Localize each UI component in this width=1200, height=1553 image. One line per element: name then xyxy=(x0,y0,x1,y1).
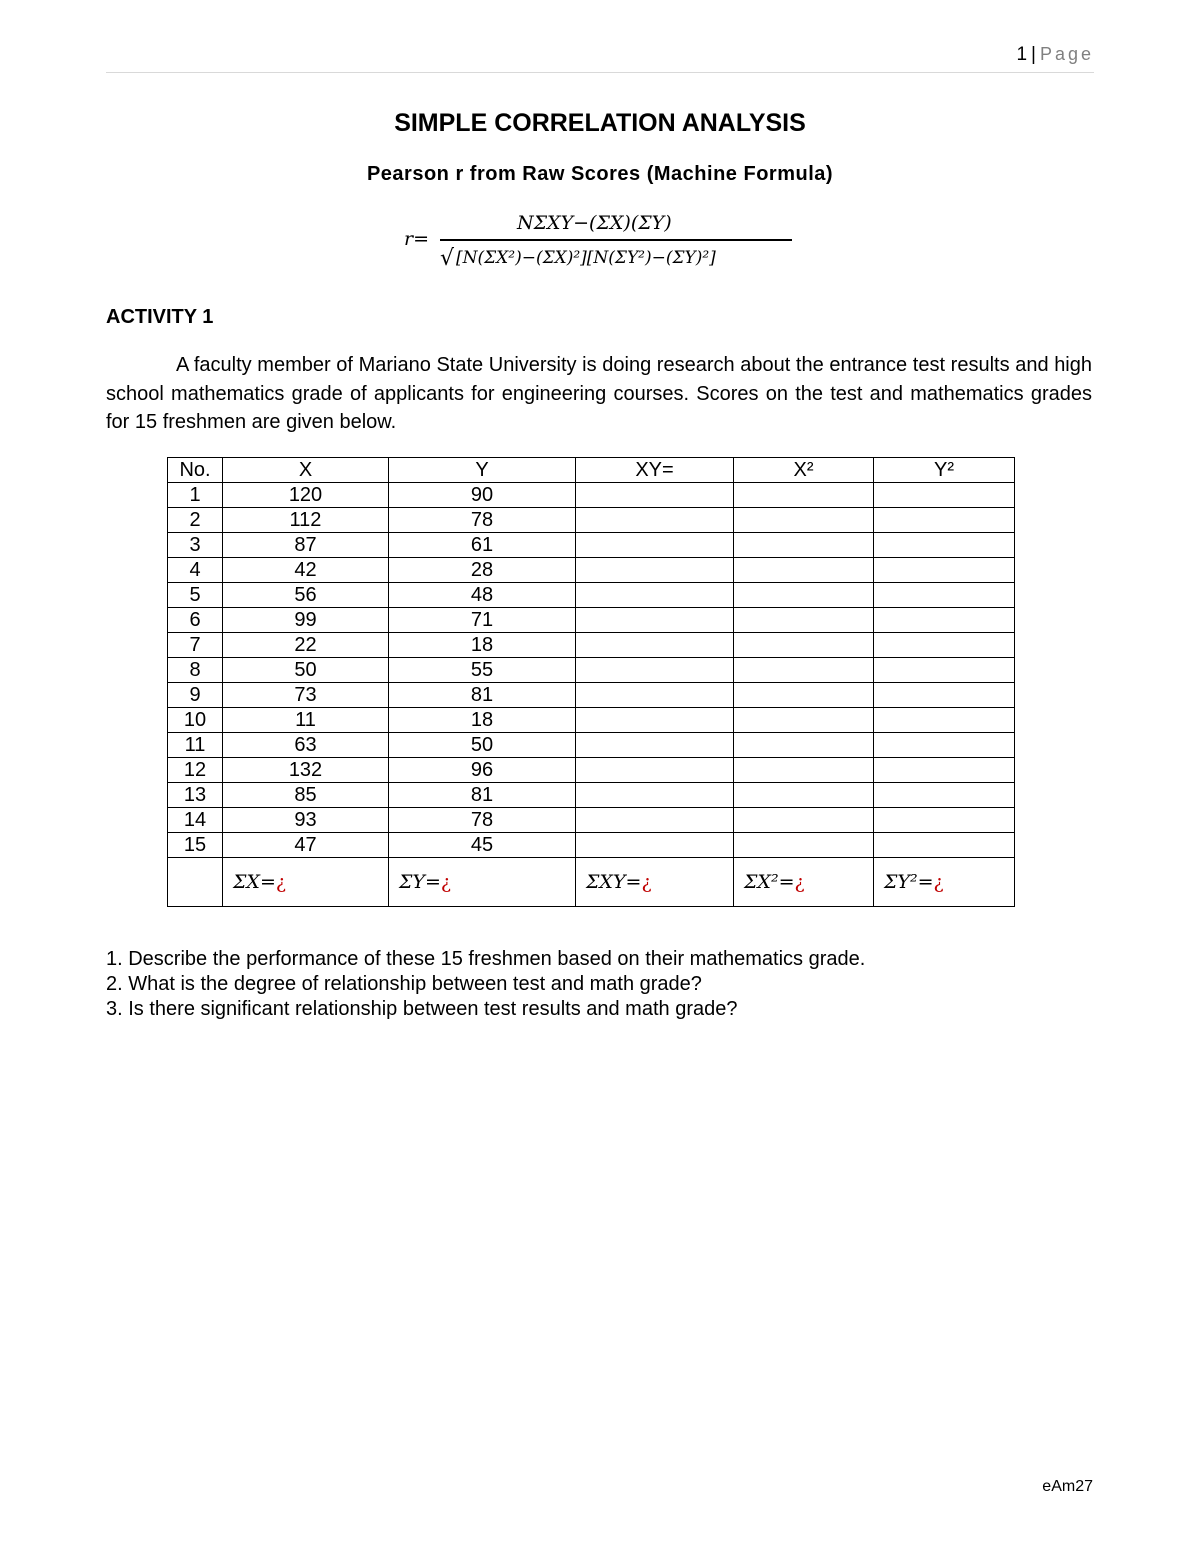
table-cell xyxy=(874,658,1015,683)
table-cell xyxy=(734,808,874,833)
table-cell xyxy=(874,683,1015,708)
sum-cell xyxy=(874,858,1015,907)
table-row xyxy=(168,508,1015,533)
table-cell xyxy=(576,683,734,708)
table-row xyxy=(168,833,1015,858)
table-cell xyxy=(874,533,1015,558)
paragraph-text: A faculty member of Mariano State University is doing research about the entrance test results and high school mathematics grade of applicants for engineering courses. Scores on the test and mathematics grades for 15 freshmen are given below. xyxy=(106,354,1092,433)
table-cell: 73 xyxy=(223,683,389,708)
table-cell: 11 xyxy=(168,733,223,758)
table-cell xyxy=(576,608,734,633)
page-label: Page xyxy=(1039,44,1094,64)
table-cell xyxy=(576,658,734,683)
table-cell xyxy=(576,733,734,758)
page-header xyxy=(106,44,1094,73)
table-cell: 8 xyxy=(168,658,223,683)
sum-marker: ¿ xyxy=(275,871,287,893)
table-cell: 6 xyxy=(168,608,223,633)
page-title: SIMPLE CORRELATION ANALYSIS xyxy=(394,109,806,137)
table-cell: 87 xyxy=(223,533,389,558)
table-cell: 14 xyxy=(168,808,223,833)
table-cell xyxy=(576,508,734,533)
table-row xyxy=(168,733,1015,758)
fraction-bar xyxy=(440,239,792,241)
table-cell xyxy=(734,833,874,858)
table-row xyxy=(168,683,1015,708)
table-header-cell: No. xyxy=(168,458,223,483)
table-cell: 10 xyxy=(168,708,223,733)
table-cell: 50 xyxy=(389,733,576,758)
table-cell xyxy=(576,633,734,658)
formula-lhs: r= xyxy=(404,228,430,250)
table-cell xyxy=(576,758,734,783)
table-cell xyxy=(576,483,734,508)
table-cell xyxy=(734,783,874,808)
table-cell xyxy=(874,833,1015,858)
table-cell: 4 xyxy=(168,558,223,583)
table-cell xyxy=(874,508,1015,533)
sum-cell xyxy=(734,858,874,907)
sum-marker: ¿ xyxy=(440,871,452,893)
table-header-cell: XY= xyxy=(576,458,734,483)
table-cell: 85 xyxy=(223,783,389,808)
page-subtitle: Pearson r from Raw Scores (Machine Formula) xyxy=(366,163,834,185)
table-cell: 78 xyxy=(389,808,576,833)
table-cell xyxy=(874,558,1015,583)
table-cell: 2 xyxy=(168,508,223,533)
activity-paragraph xyxy=(106,351,1092,437)
table-cell xyxy=(576,808,734,833)
table-cell xyxy=(874,608,1015,633)
table-cell xyxy=(734,683,874,708)
table-header-cell: X² xyxy=(734,458,874,483)
table-cell: 18 xyxy=(389,708,576,733)
table-cell: 63 xyxy=(223,733,389,758)
table-cell xyxy=(576,533,734,558)
table-cell: 12 xyxy=(168,758,223,783)
page-number: 1 xyxy=(1016,44,1028,65)
table-cell xyxy=(734,583,874,608)
question-item: 3. Is there significant relationship between test results and math grade? xyxy=(106,998,738,1020)
table-cell: 55 xyxy=(389,658,576,683)
table-header-cell: Y xyxy=(389,458,576,483)
table-cell: 18 xyxy=(389,633,576,658)
table-row xyxy=(168,783,1015,808)
activity-heading: ACTIVITY 1 xyxy=(106,306,214,328)
table-cell xyxy=(734,633,874,658)
table-cell xyxy=(874,583,1015,608)
table-cell xyxy=(874,483,1015,508)
table-row xyxy=(168,483,1015,508)
table-cell xyxy=(576,833,734,858)
sum-marker: ¿ xyxy=(641,871,652,893)
table-cell: 96 xyxy=(389,758,576,783)
table-row xyxy=(168,533,1015,558)
table-cell: 132 xyxy=(223,758,389,783)
table-cell: 5 xyxy=(168,583,223,608)
sum-row xyxy=(168,858,1015,907)
table-cell: 13 xyxy=(168,783,223,808)
table-cell xyxy=(734,758,874,783)
sum-cell xyxy=(389,858,576,907)
question-item: 1. Describe the performance of these 15 freshmen based on their mathematics grade. xyxy=(106,948,866,970)
sum-cell xyxy=(223,858,389,907)
sum-cell xyxy=(576,858,734,907)
sum-label: ΣX²= xyxy=(744,871,795,893)
table-cell xyxy=(874,708,1015,733)
table-cell xyxy=(734,483,874,508)
table-cell: 93 xyxy=(223,808,389,833)
formula-numerator: NΣXY−(ΣX)(ΣY) xyxy=(517,212,672,234)
table-header-row xyxy=(168,458,1015,483)
table-row xyxy=(168,558,1015,583)
table-cell: 1 xyxy=(168,483,223,508)
table-cell xyxy=(874,633,1015,658)
table-cell xyxy=(576,783,734,808)
table-row xyxy=(168,758,1015,783)
table-row xyxy=(168,608,1015,633)
table-cell: 42 xyxy=(223,558,389,583)
table-cell xyxy=(874,783,1015,808)
table-row xyxy=(168,658,1015,683)
table-cell: 28 xyxy=(389,558,576,583)
table-cell xyxy=(734,708,874,733)
table-cell xyxy=(576,583,734,608)
table-cell: 50 xyxy=(223,658,389,683)
question-item: 2. What is the degree of relationship between test and math grade? xyxy=(106,973,702,995)
table-cell: 11 xyxy=(223,708,389,733)
table-cell: 9 xyxy=(168,683,223,708)
table-cell xyxy=(734,533,874,558)
table-cell xyxy=(734,658,874,683)
table-cell: 71 xyxy=(389,608,576,633)
table-cell xyxy=(874,733,1015,758)
sum-label: ΣY²= xyxy=(884,871,934,893)
table-cell xyxy=(874,758,1015,783)
table-cell xyxy=(734,733,874,758)
pearson-formula xyxy=(404,206,804,286)
table-cell xyxy=(734,558,874,583)
sum-marker: ¿ xyxy=(933,871,944,893)
table-cell: 48 xyxy=(389,583,576,608)
table-row xyxy=(168,633,1015,658)
table-header-cell: X xyxy=(223,458,389,483)
formula-denominator: [N(ΣX²)−(ΣX)²][N(ΣY²)−(ΣY)²] xyxy=(456,248,716,268)
sum-blank-cell xyxy=(168,858,223,907)
table-cell: 3 xyxy=(168,533,223,558)
table-row xyxy=(168,583,1015,608)
sum-label: ΣX= xyxy=(233,871,276,893)
header-separator: | xyxy=(1031,44,1036,65)
table-cell: 61 xyxy=(389,533,576,558)
table-header-cell: Y² xyxy=(874,458,1015,483)
table-row xyxy=(168,708,1015,733)
table-cell: 90 xyxy=(389,483,576,508)
table-cell xyxy=(734,608,874,633)
table-cell: 7 xyxy=(168,633,223,658)
table-cell: 45 xyxy=(389,833,576,858)
table-cell: 81 xyxy=(389,783,576,808)
data-table xyxy=(167,457,1015,907)
table-cell xyxy=(576,708,734,733)
sum-label: ΣXY= xyxy=(586,871,642,893)
table-cell xyxy=(734,508,874,533)
table-cell: 56 xyxy=(223,583,389,608)
table-cell: 15 xyxy=(168,833,223,858)
sum-label: ΣY= xyxy=(399,871,441,893)
table-row xyxy=(168,808,1015,833)
radical-sign: √ xyxy=(440,246,455,271)
table-cell: 47 xyxy=(223,833,389,858)
table-cell: 120 xyxy=(223,483,389,508)
table-cell: 22 xyxy=(223,633,389,658)
table-cell: 81 xyxy=(389,683,576,708)
sum-marker: ¿ xyxy=(794,871,805,893)
questions-list xyxy=(106,947,865,1022)
table-cell xyxy=(874,808,1015,833)
table-cell xyxy=(576,558,734,583)
table-cell: 99 xyxy=(223,608,389,633)
table-cell: 112 xyxy=(223,508,389,533)
footer-code: eAm27 xyxy=(1042,1478,1093,1495)
table-cell: 78 xyxy=(389,508,576,533)
